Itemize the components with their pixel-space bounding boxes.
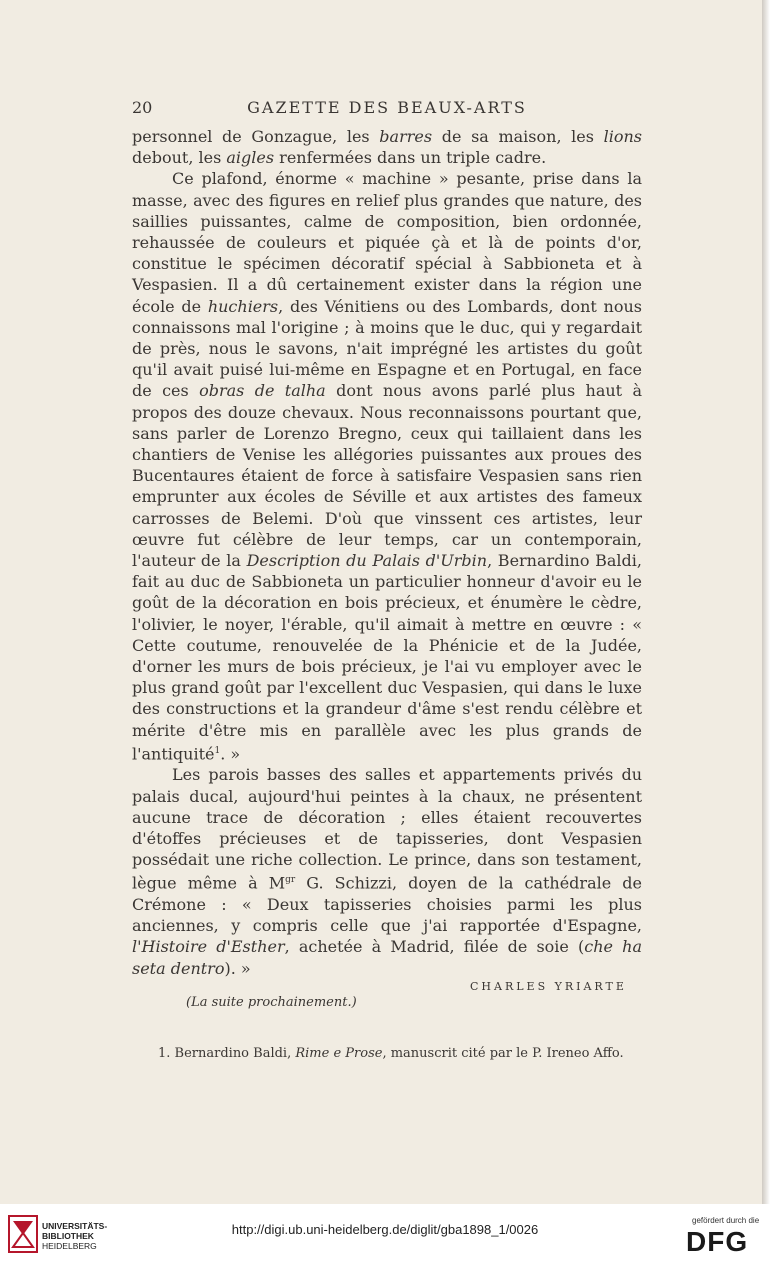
permalink-url[interactable]: http://digi.ub.uni-heidelberg.de/diglit/gba1898_1/0026 <box>231 1222 539 1237</box>
running-title: GAZETTE DES BEAUX-ARTS <box>247 98 527 117</box>
paragraph: personnel de Gonzague, les barres de sa maison, les lions debout, les aigles renfermées dans un triple cadre. <box>132 127 643 168</box>
continued-note: (La suite prochainement.) <box>186 995 357 1010</box>
italic-text: obras de talha <box>199 381 326 401</box>
paragraph: Ce plafond, énorme « machine » pesante, prise dans la masse, avec des figures en relief plus grandes que nature, des saillies puissantes, calme de composition, bien ordonnée, rehaussée de couleurs et piquée çà et là de points d'or, constitue le spécimen décoratif spécial à Sabbioneta et à Vespasien. Il a dû certainement exister dans la région une école de huchiers, des Vénitiens ou des Lombards, dont nous connaissons mal l'origine ; à moins que le duc, qui y regardait de près, nous le savons, n'ait imprégné les artistes du goût qu'il avait puisé lui-même en Espagne et en Portugal, en face de ces obras de talha dont nous avons parlé plus haut à propos des douze chevaux. Nous reconnaissons pourtant que, sans parler de Lorenzo Bregno, ceux qui taillaient dans les chantiers de Venise les allégories puissantes aux proues des Bucentaures étaient de force à satisfaire Vespasien sans rien emprunter aux écoles de Séville et aux artistes des fameux carrosses de Belemi. D'où que vinssent ces artistes, leur œuvre fut célèbre de leur temps, car un contemporain, l'auteur de la Description du Palais d'Urbin, Bernardino Baldi, fait au duc de Sabbioneta un particulier honneur d'avoir eu le goût de la décoration en bois précieux, et énumère le cèdre, l'olivier, le noyer, l'érable, qu'il aimait à mettre en œuvre : « Cette coutume, renouvelée de la Phénicie et de la Judée, d'orner les murs de bois précieux, je l'ai vu employer avec le plus grand goût par l'excellent duc Vespasien, qui dans le luxe des constructions et la grandeur d'âme s'est rendu célèbre et mérite d'être mis en parallèle avec les plus grands de l'antiquité$^1$. » <box>132 169 643 764</box>
italic-text: huchiers <box>207 296 279 316</box>
author-signature: CHARLES YRIARTE <box>470 980 627 993</box>
library-name-line: HEIDELBERG <box>42 1241 97 1251</box>
dfg-logo: DFG <box>686 1226 749 1257</box>
funder-label: gefördert durch die <box>692 1216 760 1225</box>
body-text <box>132 126 642 979</box>
page-edge-shadow <box>762 0 770 1204</box>
page-number: 20 <box>132 98 153 117</box>
paragraph: Les parois basses des salles et appartements privés du palais ducal, aujourd'hui peintes à la chaux, ne présentent aucune trace de décoration ; elles étaient recouvertes d'étoffes précieuses et de tapisseries, dont Vespasien possédait une riche collection. Le prince, dans son testament, lègue même à $M^{gr}$ G. Schizzi, doyen de la cathédrale de Crémone : « Deux tapisseries choisies parmi les plus anciennes, y compris celle que j'ai rapportée d'Espagne, l'Histoire d'Esther, achetée à Madrid, filée de soie (che ha seta dentro). » <box>132 765 643 978</box>
italic-text: lions <box>603 127 643 146</box>
italic-text: che ha seta dentro <box>132 937 643 978</box>
superscript: gr <box>285 875 296 886</box>
italic-text: barres <box>379 127 433 146</box>
italic-text: l'Histoire d'Esther <box>132 937 285 957</box>
italic-text: Rime e Prose <box>295 1046 383 1061</box>
library-name-line: UNIVERSITÄTS- <box>42 1221 108 1231</box>
superscript: 1 <box>214 745 221 756</box>
italic-text: aigles <box>226 148 275 168</box>
italic-text: Description du Palais d'Urbin <box>246 551 488 571</box>
library-name-line: BIBLIOTHEK <box>42 1231 94 1241</box>
footnote: 1. Bernardino Baldi, Rime e Prose, manuscrit cité par le P. Ireneo Affo. <box>158 1046 624 1061</box>
